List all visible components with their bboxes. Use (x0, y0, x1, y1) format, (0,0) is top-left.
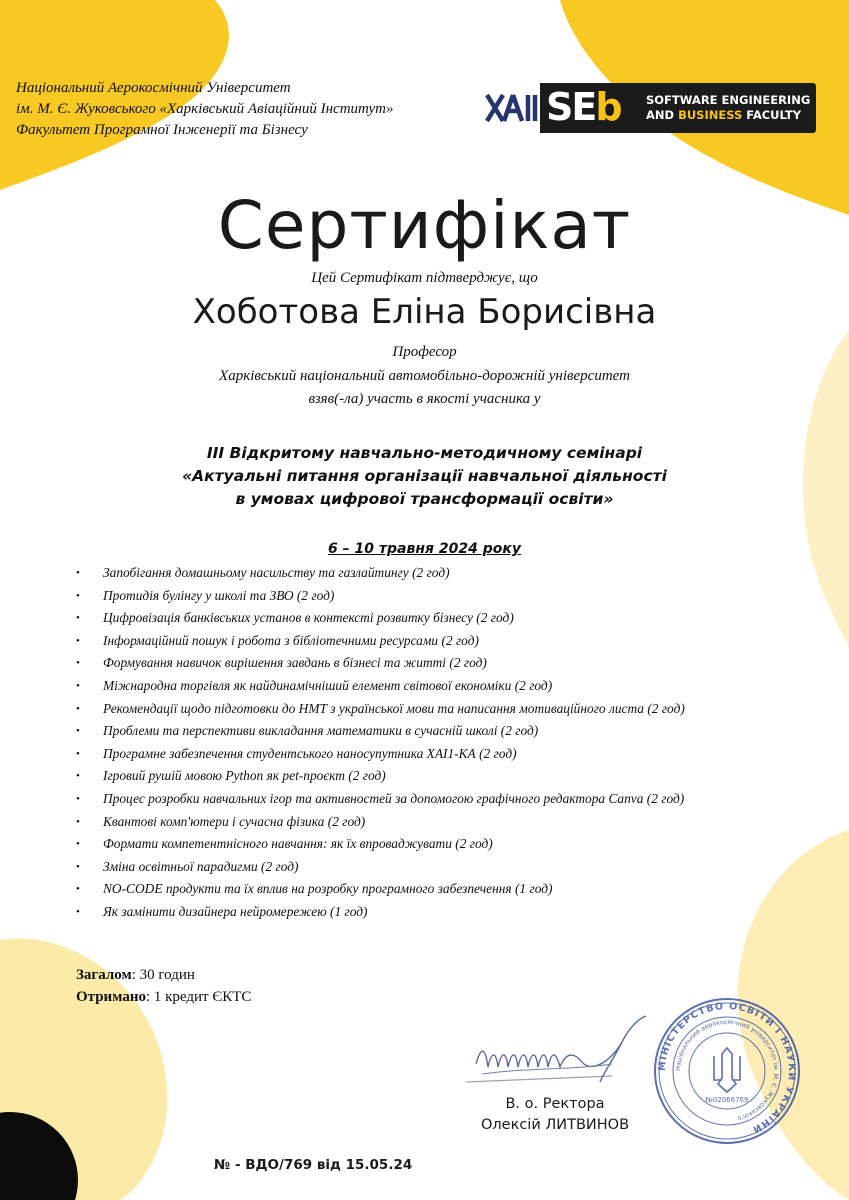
topic-list (76, 562, 816, 924)
signatory-name: Олексій ЛИТВИНОВ (480, 1117, 630, 1133)
institution-line: Факультет Програмної Інженерії та Бізнесу (16, 122, 308, 138)
topic-item: • Рекомендації щодо підготовки до НМТ з української мови та написання мотиваційного листа (2 год) (76, 698, 816, 721)
recipient-name: Хоботова Еліна Борисівна (192, 292, 657, 332)
topic-item: • Зміна освітньої парадигми (2 год) (76, 856, 816, 879)
signatory-title: В. о. Ректора (505, 1096, 605, 1112)
svg-text:Національний аерокосмічний уні (675, 1018, 780, 1121)
credits-received (76, 986, 251, 1008)
confirm-text: Цей Сертифікат підтверджує, що (311, 270, 538, 286)
seb-logo-panel (540, 83, 816, 133)
stamp-outer-text: МІНІСТЕРСТВО ОСВІТИ І НАУКИ УКРАЇНИ (656, 1000, 798, 1136)
seb-wordmark (546, 85, 621, 129)
topic-item: • NO-CODE продукти та їх вплив на розробку програмного забезпечення (1 год) (76, 878, 816, 901)
faculty-name-line (646, 108, 810, 123)
document-number: № - ВДО/769 від 15.05.24 (214, 1157, 413, 1173)
topic-item: • Інформаційний пошук і робота з бібліотечними ресурсами (2 год) (76, 630, 816, 653)
seminar-dates: 6 – 10 травня 2024 року (328, 541, 521, 557)
seminar-title (0, 442, 849, 511)
topic-item: • Квантові комп'ютери і сучасна фізика (2 год) (76, 811, 816, 834)
totals-block (76, 964, 251, 1008)
seminar-title-line: в умовах цифрової трансформації освіти» (235, 490, 614, 508)
faculty-name-part: FACULTY (742, 108, 802, 122)
faculty-logo (482, 83, 816, 133)
stamp-inner-text: Національний аерокосмічний університет ім. М. Є. Жуковського (674, 1018, 780, 1122)
topic-item: • Протидія булінгу у школі та ЗВО (2 год) (76, 585, 816, 608)
faculty-name (646, 93, 810, 123)
recipient-position: Професор (392, 344, 457, 360)
institution-block (16, 78, 394, 141)
topic-item: • Як замінити дизайнера нейромережею (1 год) (76, 901, 816, 924)
topic-item: • Формати компетентнісного навчання: як їх впроваджувати (2 год) (76, 833, 816, 856)
topic-item: • Процес розробки навчальних ігор та активностей за допомогою графічного редактора Canva (2 год) (76, 788, 816, 811)
credits-received-value: : 1 кредит ЄКТС (145, 989, 252, 1005)
topic-item: • Програмне забезпечення студентського наносупутника ХАІ1-КА (2 год) (76, 743, 816, 766)
total-hours-value: : 30 годин (131, 967, 195, 983)
stamp-code: №02066769 (705, 1096, 749, 1104)
seminar-title-line: ІІІ Відкритому навчально-методичному семінарі (206, 444, 643, 462)
participation-text: взяв(-ла) участь в якості учасника у (308, 391, 541, 407)
seminar-title-line: «Актуальні питання організації навчальної діяльності (182, 467, 667, 485)
credits-received-label: Отримано (76, 989, 146, 1005)
topic-item: • Формування навичок вирішення завдань в бізнесі та житті (2 год) (76, 652, 816, 675)
total-hours (76, 964, 251, 986)
topic-item: • Цифровізація банківських установ в контексті розвитку бізнесу (2 год) (76, 607, 816, 630)
institution-line: ім. М. Є. Жуковського «Харківський Авіаційний Інститут» (16, 101, 394, 117)
institution-line: Національний Аерокосмічний Університет (16, 80, 291, 96)
topic-item: • Запобігання домашньому насильству та газлайтингу (2 год) (76, 562, 816, 585)
faculty-name-part: AND (646, 108, 679, 122)
official-stamp (652, 996, 802, 1146)
topic-item: • Проблеми та перспективи викладання математики в сучасній школі (2 год) (76, 720, 816, 743)
rector-signature (462, 1012, 652, 1092)
faculty-name-accent: BUSINESS (678, 108, 743, 122)
topic-item: • Міжнародна торгівля як найдинамічніший елемент світової економіки (2 год) (76, 675, 816, 698)
seb-wordmark-se: SE (546, 85, 596, 129)
certificate-title: Сертифікат (217, 187, 632, 264)
xai-logo-icon (482, 83, 540, 133)
faculty-name-line: SOFTWARE ENGINEERING (646, 93, 811, 107)
recipient-university: Харківський національний автомобільно-дорожній університет (219, 368, 630, 384)
total-hours-label: Загалом (76, 967, 132, 983)
seb-wordmark-b: b (595, 85, 621, 129)
topic-item: • Ігровий рушій мовою Python як pet-проєкт (2 год) (76, 765, 816, 788)
signatory-block (440, 1094, 670, 1136)
